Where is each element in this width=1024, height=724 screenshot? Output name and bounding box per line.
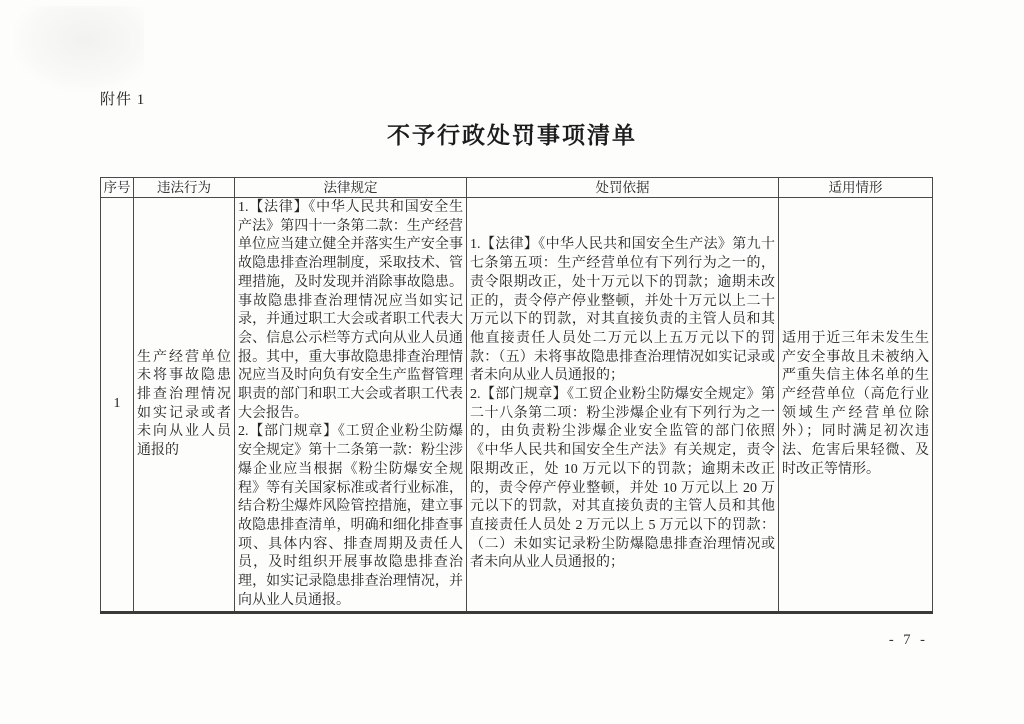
cell-applicable-situation: 适用于近三年未发生生产安全事故且未被纳入严重失信主体名单的生产经营单位（高危行业领域生产经营单位除外）；同时满足初次违法、危害后果轻微、及时改正等情形。 (779, 198, 933, 613)
penalty-basis-paragraph-2: 2.【部门规章】《工贸企业粉尘防爆安全规定》第二十八条第二项：粉尘涉爆企业有下列行为之一的，由负责粉尘涉爆企业安全监管的部门依照《中华人民共和国安全生产法》有关规定，责令限期改正，处 10 万元以下的罚款；逾期未改正的，责令停产停业整顿，并处 10 万元以上 20 万元以下的罚款，对其直接负责的主管人员和其他直接责任人员处 2 万元以上 5 万元以下的罚款：（二）未如实记录粉尘防爆隐患排查治理情况或者未向从业人员通报的； (470, 387, 775, 571)
penalty-basis-paragraph-1: 1.【法律】《中华人民共和国安全生产法》第九十七条第五项：生产经营单位有下列行为之一的，责令限期改正，处十万元以下的罚款；逾期未改正的，责令停产停业整顿，并处十万元以上二十万元以下的罚款，对其直接负责的主管人员和其他直接责任人员处二万元以上五万元以下的罚款：（五）未将事故隐患排查治理情况如实记录或者未向从业人员通报的； (470, 237, 775, 384)
col-header-applicable-situation: 适用情形 (779, 178, 933, 198)
legal-provision-paragraph-2: 2.【部门规章】《工贸企业粉尘防爆安全规定》第十二条第一款：粉尘涉爆企业应当根据《粉尘防爆安全规程》等有关国家标准或者行业标准，结合粉尘爆炸风险管控措施，建立事故隐患排查清单，明确和细化排查事项、具体内容、排查周期及责任人员，及时组织开展事故隐患排查治理，如实记录隐患排查治理情况，并向从业人员通报。 (238, 424, 463, 608)
col-header-illegal-behavior: 违法行为 (134, 178, 235, 198)
cell-penalty-basis (467, 198, 779, 613)
page-number: - 7 - (888, 632, 928, 648)
cell-legal-provisions (235, 198, 467, 613)
penalty-exemption-table (100, 177, 933, 614)
attachment-label: 附件 1 (100, 92, 146, 108)
cell-illegal-behavior: 生产经营单位未将事故隐患排查治理情况如实记录或者未向从业人员通报的 (134, 198, 235, 613)
col-header-legal-provisions: 法律规定 (235, 178, 467, 198)
table-header-row (101, 178, 933, 198)
page-title: 不予行政处罚事项清单 (387, 123, 637, 148)
table-row (101, 198, 933, 613)
legal-provision-paragraph-1: 1.【法律】《中华人民共和国安全生产法》第四十一条第二款：生产经营单位应当建立健全并落实生产安全事故隐患排查治理制度，采取技术、管理措施，及时发现并消除事故隐患。事故隐患排查治理情况应当如实记录，并通过职工大会或者职工代表大会、信息公示栏等方式向从业人员通报。其中，重大事故隐患排查治理情况应当及时向负有安全生产监督管理职责的部门和职工大会或者职工代表大会报告。 (238, 200, 463, 421)
cell-seq-number: 1 (101, 198, 134, 613)
col-header-seq: 序号 (101, 178, 134, 198)
scan-artifact (14, 6, 144, 91)
col-header-penalty-basis: 处罚依据 (467, 178, 779, 198)
